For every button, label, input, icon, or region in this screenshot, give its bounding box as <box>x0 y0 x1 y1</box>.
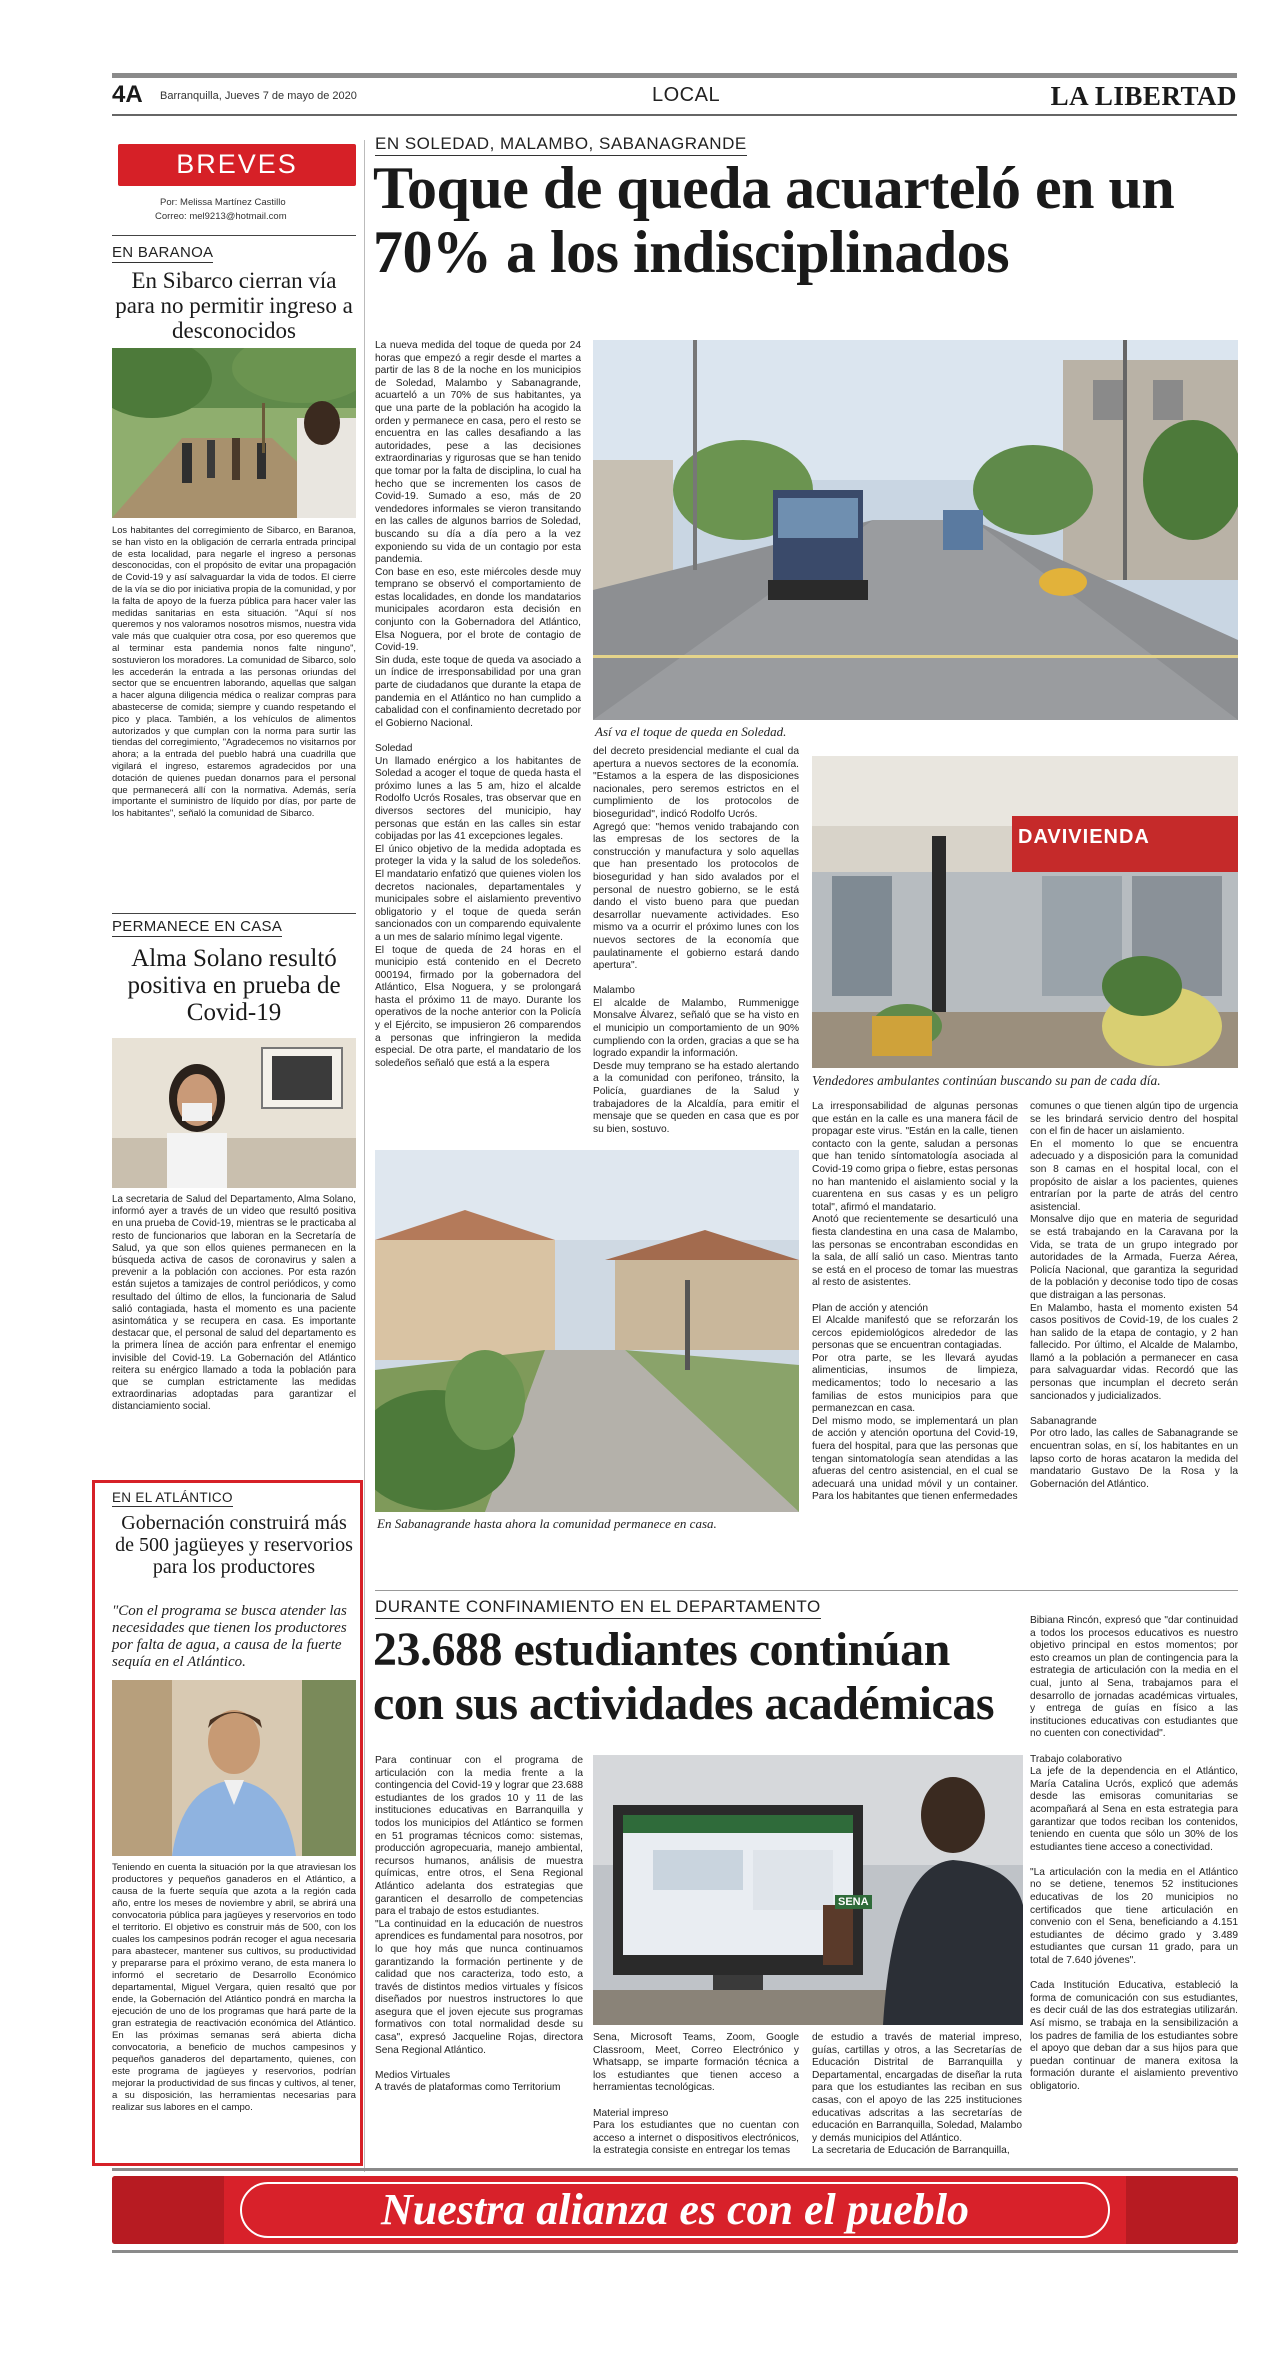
brief3-category: EN EL ATLÁNTICO <box>112 1490 233 1505</box>
breves-email: Correo: mel9213@hotmail.com <box>155 211 287 222</box>
brief3-photo-miguel-vergara <box>112 1680 356 1856</box>
brief3-quote: "Con el programa se busca atender las necesidades que tienen los productores por falta de agua, a causa de la fuerte sequía en el Atlántico. <box>112 1603 347 1670</box>
story2-photo-student-computer <box>593 1755 1023 2025</box>
story2-col3: de estudio a través de material impreso, guías, cartillas y otros, a las Secretarías de Educación Distrital de Barranquilla y Departamental, encargadas de diseñar la ruta para que los estudiantes las reciban en sus casas, con el apoyo de las 225 instituciones educativas adscritas a las secretarías de educación en Barranquilla, Soledad, Malambo y demás municipios del Atlántico. La secretaria de Educación de Barranquilla, <box>812 2032 1022 2157</box>
brief1-body: Los habitantes del corregimiento de Sibarco, en Baranoa, se han visto en la obligación de cerrarla entrada principal de esta localidad, para negarle el ingreso a personas desconocidas, con el propósito de evitar una propagación de Covid-19 y así salvaguardar la vida de todos. El cierre de la vía se dio por iniciativa propia de la comunidad, y por la falta de apoyo de la fuerza pública para hacer valer las medidas sanitarias en esta situación. "Aquí sí nos queremos y nos valoramos nosotros mismos, nuestra vida vale más que cualquier otra cosa, por eso queremos que al terminar esta pandemia nonos falte ninguno", sostuvieron los moradores. La comunidad de Sibarco, solo les accederán la entrada a las personas oriundas del sector que se encuentren laborando, aquellas que salgan a hacer alguna diligencia médica o realizar compras para abastecerse de comida; siempre y cuando respetando el pico y placa. También, a los vehículos de alimentos autorizados y que cumplan con la norma para surtir las tiendas del corregimiento, "Agradecemos no visitarnos por ahora; a la entrada del pueblo habrá una cuadrilla que vigilará el ingreso, estaremos agradecidos por una dotación de quienes puedan donarnos para el personal que permanecerá allí con la normativa. Además, sería importante el suministro de líquido por días, por parte de los habitantes", señaló la comunidad de Sibarco. <box>112 524 356 819</box>
story1-kicker: EN SOLEDAD, MALAMBO, SABANAGRANDE <box>375 134 747 156</box>
header-top-rule <box>112 73 1237 78</box>
header-bottom-rule <box>112 114 1237 116</box>
story1-photo-vendors <box>812 756 1238 1068</box>
story2-headline: 23.688 estudiantes continúan con sus actividades académicas <box>373 1623 994 1730</box>
story-separator <box>375 1590 1238 1591</box>
brief3-headline: Gobernación construirá más de 500 jagüeyes y reservorios para los productores <box>115 1512 353 1578</box>
breves-rule <box>112 235 356 236</box>
left-column-separator <box>364 140 365 2172</box>
brief1-photo-road-block <box>112 348 356 518</box>
story1-headline: Toque de queda acuarteló en un 70% a los indisciplinados <box>373 155 1175 285</box>
story1-caption2: Vendedores ambulantes continúan buscando su pan de cada día. <box>812 1073 1161 1088</box>
story2-kicker: DURANTE CONFINAMIENTO EN EL DEPARTAMENTO <box>375 1597 821 1619</box>
brief2-photo-alma-solano <box>112 1038 356 1188</box>
masthead: LA LIBERTAD <box>1050 81 1237 111</box>
breves-byline: Por: Melissa Martínez Castillo <box>160 197 286 208</box>
screen-label: SENA <box>835 1895 872 1909</box>
banner-text: Nuestra alianza es con el pueblo <box>381 2185 969 2234</box>
breves-title: BREVES <box>176 149 298 179</box>
banner-top-rule <box>112 2168 1238 2171</box>
story1-col2: del decreto presidencial mediante el cual da apertura a nuevos sectores de la economía. "Estamos a la espera de las disposiciones nacionales, pero seremos estrictos en el cumplimiento de los protocolos de bioseguridad", indicó Rodolfo Ucrós. Agregó que: "hemos venido trabajando con las empresas de los sectores de la construcción y manufactura y solo aquellas que han presentado los protocolos de bioseguridad y han sido avalados por el personal de nuestro gobierno, se le está dando el visto bueno para que puedan desarrollar nuevamente actividades. Eso mismo va a ocurrir el próximo lunes con los nuevos sectores de la economía que paulatinamente el gobierno estará dando apertura". Malambo El alcalde de Malambo, Rummenigge Monsalve Álvarez, señaló que se ha visto en el municipio un comportamiento de un 90% cumpliendo con la orden, gracias a que se ha logrado expandir la información. Desde muy temprano se ha estado alertando a la comunidad con perifoneo, tránsito, la Policía, guardianes de la Salud y trabajadores de la Alcaldía, para emitir el mensaje que se queden en casa que es por su bien, sostuvo. <box>593 746 799 1135</box>
brief2-headline: Alma Solano resultó positiva en prueba de Covid-19 <box>127 945 341 1026</box>
banner-bottom-rule <box>112 2250 1238 2253</box>
story1-photo-sabanagrande <box>375 1150 799 1512</box>
section-label: LOCAL <box>652 84 721 106</box>
store-sign: DAVIVIENDA <box>1018 826 1150 848</box>
story2-col2: Sena, Microsoft Teams, Zoom, Google Classroom, Meet, Correo Electrónico y Whatsapp, se imparte formación técnica a los estudiantes que tienen acceso a herramientas tecnológicas. Material impreso Para los estudiantes que no cuentan con acceso a internet o dispositivos electrónicos, la estrategia consiste en entregar los temas <box>593 2032 799 2157</box>
page-number: 4A <box>112 81 143 108</box>
story1-caption1: Así va el toque de queda en Soledad. <box>595 724 787 739</box>
dateline: Barranquilla, Jueves 7 de mayo de 2020 <box>160 90 357 102</box>
story1-col1: La nueva medida del toque de queda por 24 horas que empezó a regir desde el martes a partir de las 8 de la noche en los municipios de Soledad, Malambo y Sabanagrande, acuarteló a un 70% de sus habitantes, ya que una parte de la población ha acogido la orden y permanece en casa, pero el resto se encuentra en las calles desafiando a las autoridades, pese a las decisiones extraordinarias y rigurosas que se han tenido que tomar por la falta de disciplina, lo cual ha hecho que se incrementen los casos de Covid-19. Sumado a eso, más de 20 vendedores informales se vieron transitando en las calles de algunos barrios de Soledad, buscando su día a día pero a la vez exponiendo su vida de un contagio por esta pandemia. Con base en eso, este miércoles desde muy temprano se observó el comportamiento de estas localidades, en donde los mandatarios municipales acordaron esta decisión en conjunto con la Gobernadora del Atlántico, Elsa Noguera, por el brote de contagio de Covid-19. Sin duda, este toque de queda va asociado a un índice de irresponsabilidad por una gran parte de ciudadanos que durante la etapa de pandemia en el Atlántico no han cumplido a cabalidad con el confinamiento decretado por el Gobierno Nacional. Soledad Un llamado enérgico a los habitantes de Soledad a acoger el toque de queda hasta el próximo lunes a las 5 am, hizo el alcalde Rodolfo Ucrós Rosales, tras observar que en diversos sectores del municipio, hay personas que están en las calles sin estar cobijadas por las 41 excepciones legales. El único objetivo de la medida adoptada es proteger la vida y la salud de los soledeños. El mandatario enfatizó que quienes violen los decretos nacionales, departamentales y municipales sobre el aislamiento preventivo obligatorio y el toque de queda serán sancionados con un comparendo equivalente a un mes de salario mínimo legal vigente. El toque de queda de 24 horas en el municipio está contenido en el Decreto 000194, firmado por la gobernadora del Atlántico, Elsa Noguera, y se prolongará hasta el próximo 11 de mayo. Durante los operativos de la noche anterior con la Policía y el Ejército, se impusieron 26 comparendos a personas que infringieron la medida especial. De otra parte, el mandatario de los soledeños señaló que está a la espera <box>375 340 581 1069</box>
brief3-body: Teniendo en cuenta la situación por la que atraviesan los productores y pequeños ganaderos en el Atlántico, a causa de la fuerte sequía que azota a la región cada año, entre los meses de noviembre y abril, se abrirá una convocatoria pública para jagüeyes y reservorios en todo el territorio. El objetivo es construir más de 500, con los cuales los campesinos podrán recoger el agua necesaria para abastecer, mantener sus cultivos, su productividad y prepararse para el próximo verano, de esta manera lo informó el secretario de Desarrollo Económico departamental, Miguel Vergara, quien resaltó que por ende, la Gobernación del Atlántico pondrá en marcha la ejecución de uno de los programas que hará parte de la gran estrategia de reactivación económica del Atlántico. En las próximas semanas será abierta dicha convocatoria, a beneficio de muchos campesinos y pequeños ganaderos del departamento, quienes, con este programa de jagüeyes y reservorios, podrían mejorar la productividad de sus fincas y cultivos, al tener, a su disposición, las herramientas necesarias para realizar sus labores en el campo. <box>112 1862 356 2113</box>
story2-col1: Para continuar con el programa de articulación con la media frente a la contingencia del Covid-19 y lograr que 23.688 estudiantes de los grados 10 y 11 de las instituciones educativas en Barranquilla y todos los municipios del Atlántico se formen en 51 programas técnicos como: sistemas, producción agropecuaria, manejo ambiental, recursos humanos, análisis de muestra químicas, entre otros, el Sena Regional Atlántico adelanta dos estrategias que garanticen el desarrollo de competencias para el trabajo de estos estudiantes. "La continuidad en la educación de nuestros aprendices es fundamental para nosotros, por lo que hoy más que nunca continuamos garantizando la formación pertinente y de calidad que nos caracteriza, todo esto, a través de distintos medios virtuales y físicos diseñados por nuestros instructores lo que asegura que el joven ejecute sus programas formativos con total normalidad desde su casa", expresó Jacqueline Rojas, directora Sena Regional Atlántico. Medios Virtuales A través de plataformas como Territorium <box>375 1755 583 2094</box>
story2-col4: Bibiana Rincón, expresó que "dar continuidad a todos los procesos educativos es nuestro objetivo principal en estos momentos; por esto creamos un plan de contingencia para la estrategia de articulación con la media en el cual, junto al Sena, trabajamos para el desarrollo de jornadas académicas virtuales, y entrega de guías en físico a las instituciones educativas con estudiantes que no cuenten con conectividad". Trabajo colaborativo La jefe de la dependencia en el Atlántico, María Catalina Ucrós, explicó que además desde las emisoras comunitarias se acompañará al Sena en esta estrategia para garantizar que todos reciban los contenidos, teniendo en cuenta que sólo un 30% de los estudiantes tiene acceso a conectividad. "La articulación con la media en el Atlántico no se detiene, tenemos 52 instituciones educativas de los 20 municipios no certificados que tiene articulación en convenio con el Sena, beneficiando a 4.151 estudiantes de décimo grado y 3.489 estudiantes que cursan 11 grado, para un total de 7.640 jóvenes". Cada Institución Educativa, estableció la forma de comunicación con sus estudiantes, es decir cuál de las dos estrategias utilizarán. Así mismo, se trabaja en la sensibilización a los padres de familia de los estudiantes sobre el apoyo que deban dar a sus hijos para que puedan continuar de manera exitosa la formación durante el aislamiento preventivo obligatorio. <box>1030 1615 1238 2092</box>
story1-caption3: En Sabanagrande hasta ahora la comunidad permanece en casa. <box>377 1516 717 1531</box>
brief2-rule <box>112 913 356 914</box>
story1-photo-soledad-street <box>593 340 1238 720</box>
brief1-headline: En Sibarco cierran vía para no permitir ingreso a desconocidos <box>115 268 353 343</box>
brief1-category: EN BARANOA <box>112 244 214 261</box>
brief2-body: La secretaria de Salud del Departamento, Alma Solano, informó ayer a través de un video que resultó positiva en una prueba de Covid-19, mientras se le practicaba al resto de funcionarios que laboran en la Secretaría de Salud, ya que son ellos quienes permanecen en la búsqueda activa de casos de coronavirus y salen a prevenir a la población con acciones. Por esta razón están sujetos a tamizajes de control periódicos, y como resultado del último de ellos, la funcionaria de Salud salió contagiada, hasta el momento es una paciente asintomática y se recupera en casa. Es importante destacar que, el personal de salud del departamento es la primera línea de acción para enfrentar el enemigo invisible del Covid-19. La Gobernación del Atlántico reitera su enérgico llamado a toda la población para que se cumplan estrictamente las medidas extraordinarias adoptadas para garantizar el distanciamiento social. <box>112 1194 356 1413</box>
story1-col3: La irresponsabilidad de algunas personas que están en la calle es una manera fácil de propagar este virus. "Están en la calle, tienen contacto con la gente, saludan a personas que han tenido síntomatología asociada al Covid-19 como gripa o fiebre, estas personas no han mantenido el aislamiento social y la cuarentena en sus casas y es un peligro total", afirmó el mandatario. Anotó que recientemente se desarticuló una fiesta clandestina en una casa de Malambo, las personas se encontraban escondidas en la sala, de allí salió un caso. Mientras tanto se está en el proceso de tomar las muestras al resto de asistentes. Plan de acción y atención El Alcalde manifestó que se reforzarán los cercos epidemiológicos alrededor de las personas que se encuentran contagiadas. Por otra parte, se les llevará ayudas alimenticias, insumos de limpieza, medicamentos; todo lo necesario a las familias de estos municipios para que permanezcan en casa. Del mismo modo, se implementará un plan de acción y atención oportuna del Covid-19, fuera del hospital, para que las personas que tengan sintomatología sean atendidas a las afueras del centro asistencial, en el cual se adecuará una unidad móvil y un container. Para los habitantes que tienen enfermedades <box>812 1101 1018 1503</box>
story1-col4: comunes o que tienen algún tipo de urgencia se les brindará servicio dentro del hospital con el fin de hacer un aislamiento. En el momento lo que se encuentra adecuado y a disposición para la comunidad son 8 camas en el hospital local, con el propósito de aislar a los pacientes, quienes entrarían por la parte de atrás del centro asistencial. Monsalve dijo que en materia de seguridad se está trabajando en la Caravana por la Vida, se trata de un grupo integrado por autoridades de la Armada, Fuerza Aérea, Policía Nacional, que garantiza la seguridad de la población y deconise todo tipo de cosas que distraigan a las personas. En Malambo, hasta el momento existen 54 casos positivos de Covid-19, de los cuales 2 han salido de la etapa de contagio, y 2 han fallecido. Por último, el Alcalde de Malambo, llamó a la población a permanecer en casa para salvaguardar vidas. Recordó que las personas que incumplan el decreto serán sancionados y judicializados. Sabanagrande Por otro lado, las calles de Sabanagrande se encuentran solas, en sí, los habitantes en un lapso corto de horas acataron la medida del mandatario Gustavo De la Rosa y la Gobernación del Atlántico. <box>1030 1101 1238 1490</box>
brief2-category: PERMANECE EN CASA <box>112 918 283 935</box>
